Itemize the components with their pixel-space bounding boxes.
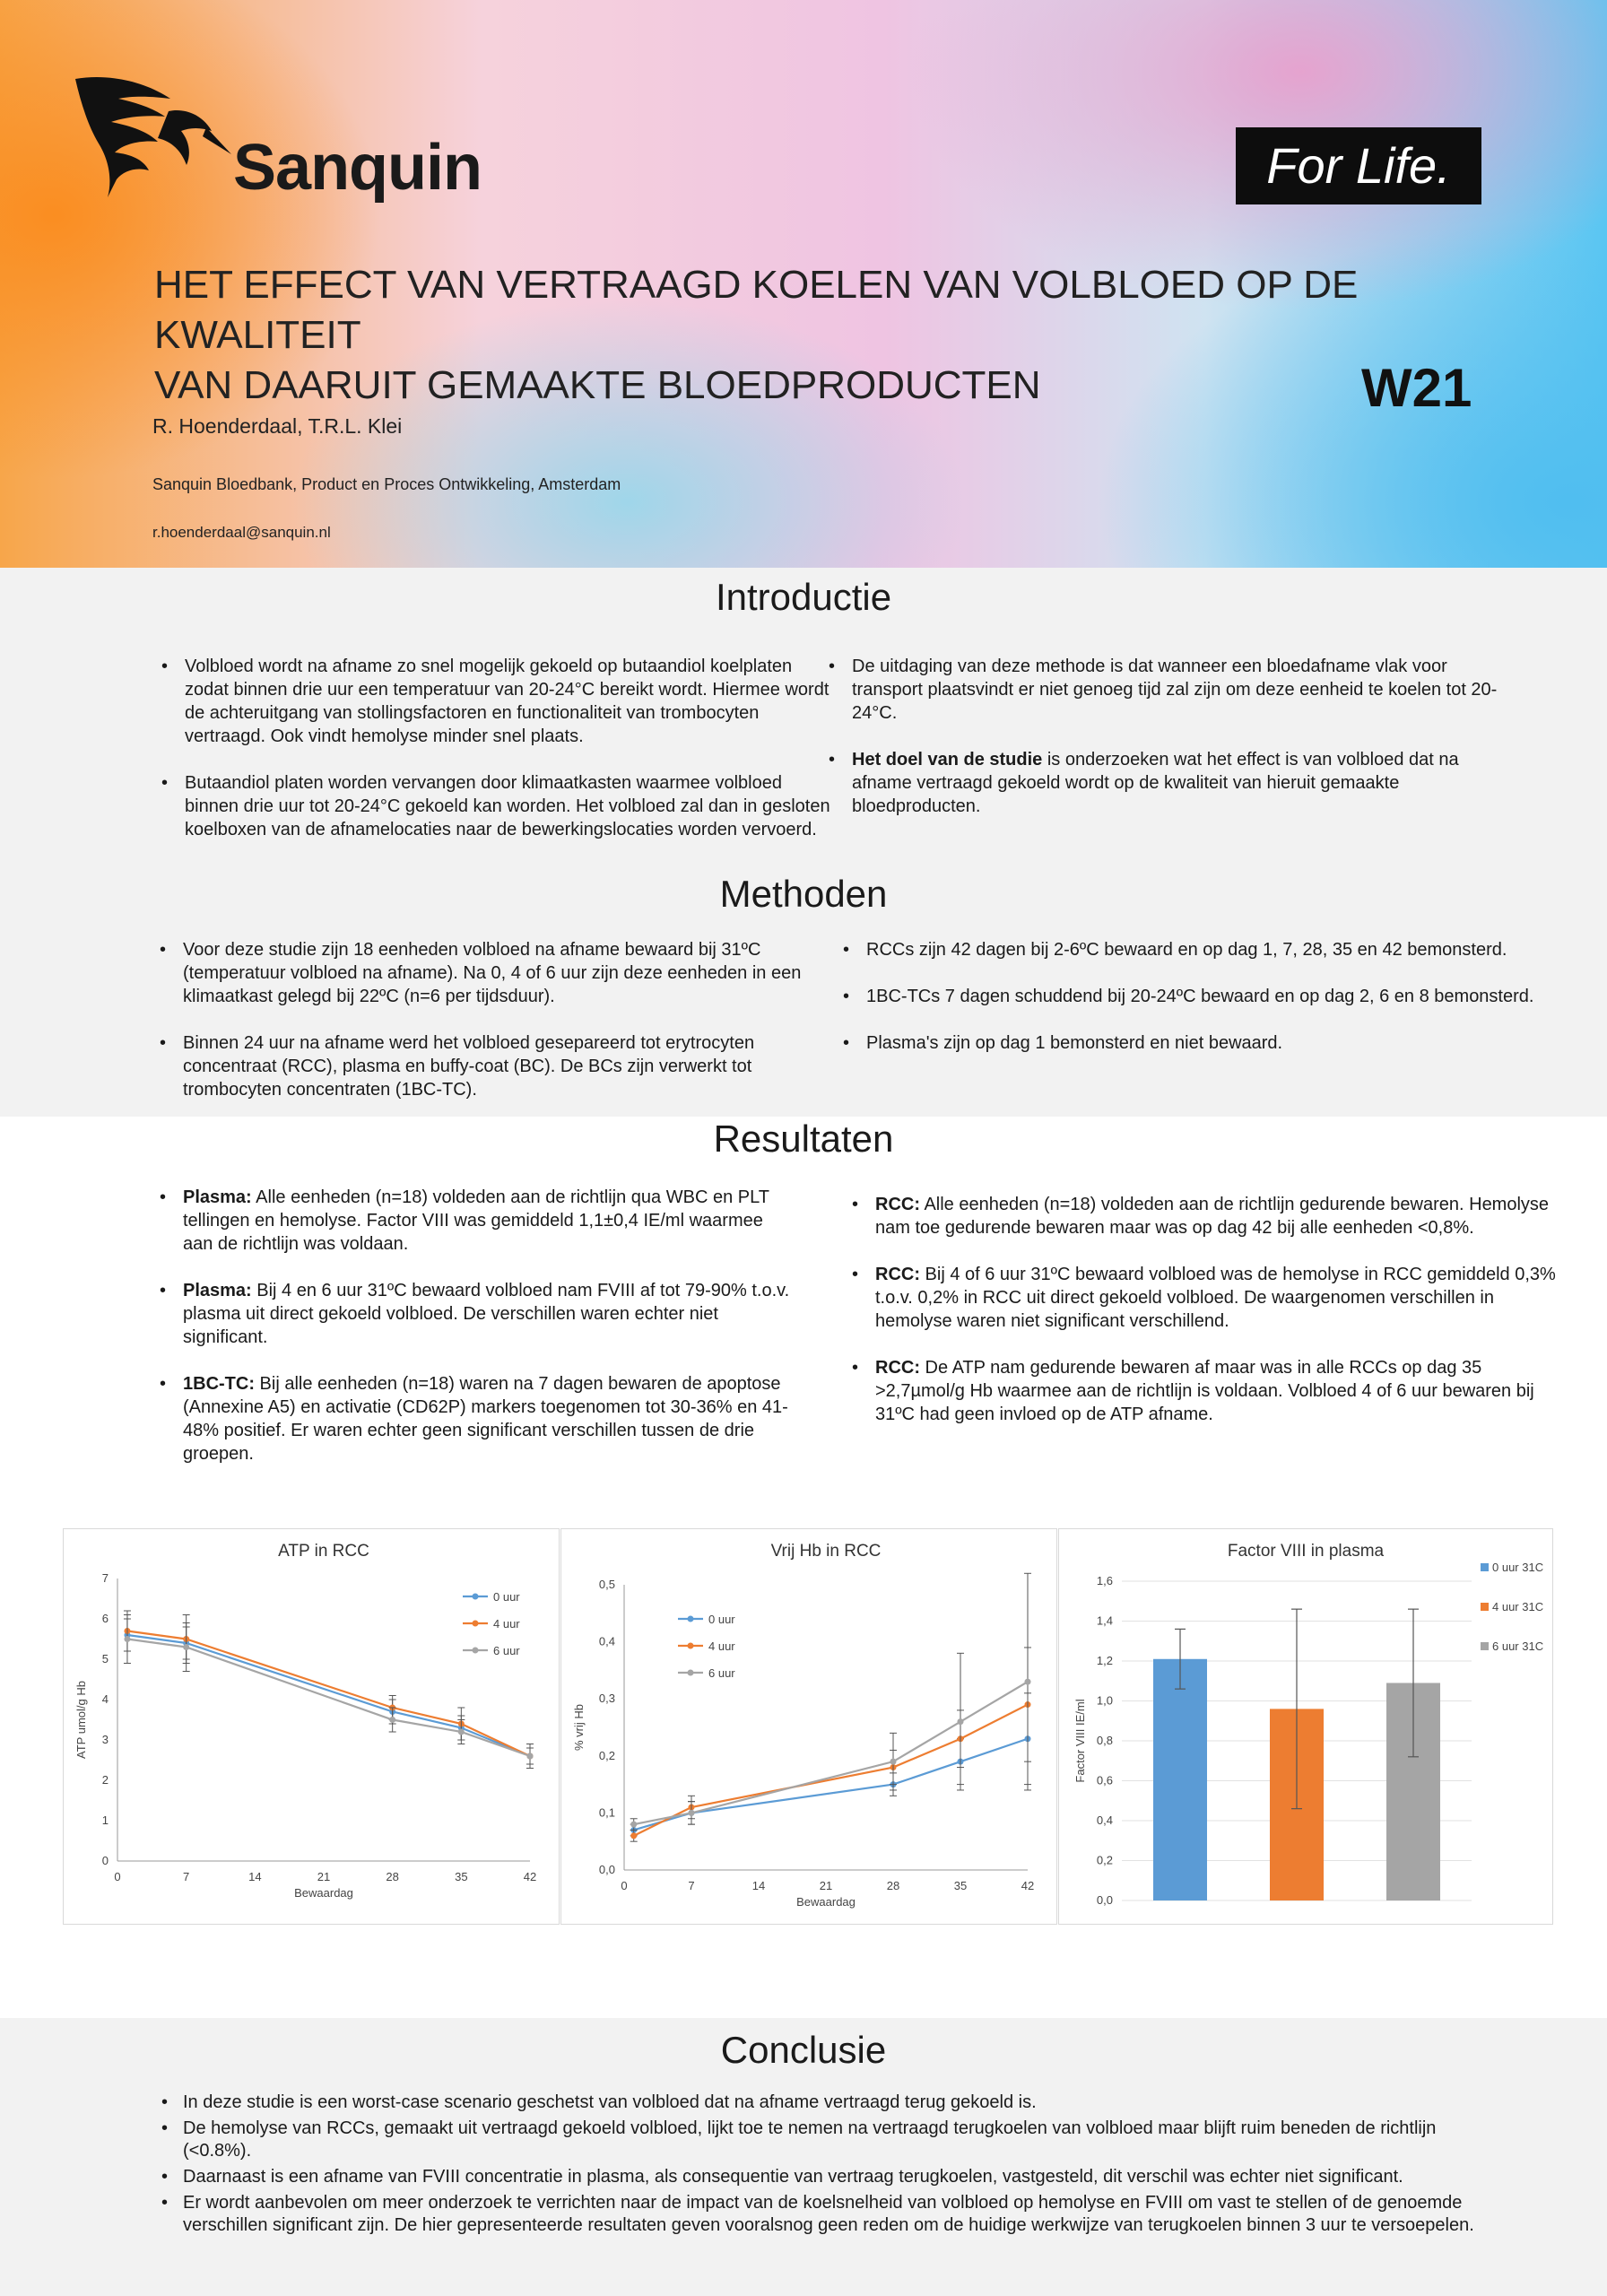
sanquin-logo <box>72 72 484 206</box>
methods-left-list <box>158 938 834 1125</box>
for-life-badge: For Life. <box>1236 127 1481 204</box>
x-tick-label: 42 <box>1021 1879 1035 1892</box>
legend-label: 6 uur 31C <box>1492 1639 1544 1653</box>
poster-code: W21 <box>1361 358 1472 418</box>
data-point <box>389 1717 395 1723</box>
list-item: • Volbloed wordt na afname zo snel mogelijk gekoeld op butaandiol koelplaten zodat binnen drie uur een temperatuur van 20-24°C bereikt wordt. Hiermee wordt de achteruitgang van stollingsfactoren en functionaliteit van trombocyten vertraagd. Ook vindt hemolyse minder snel plaats. <box>185 655 830 748</box>
legend-label: 0 uur <box>493 1590 520 1604</box>
y-tick-label: 4 <box>101 1692 109 1706</box>
results-heading: Resultaten <box>713 1118 894 1160</box>
y-tick-label: 6 <box>101 1612 109 1625</box>
y-tick-label: 1,0 <box>1096 1693 1113 1708</box>
y-tick-label: 0,2 <box>598 1748 615 1762</box>
data-point <box>689 1810 695 1816</box>
bar <box>1153 1659 1207 1900</box>
x-tick-label: 0 <box>621 1879 628 1892</box>
legend-marker <box>688 1643 694 1649</box>
y-tick-label: 0,1 <box>598 1805 615 1820</box>
y-tick-label: 7 <box>101 1571 109 1585</box>
list-item: • RCC: Alle eenheden (n=18) voldeden aan de richtlijn gedurende bewaren. Hemolyse nam toe gedurende bewaren maar was op dag 42 bij alle eenheden <0,8%. <box>875 1193 1557 1239</box>
data-point <box>1025 1679 1031 1685</box>
x-tick-label: 14 <box>751 1879 766 1892</box>
y-tick-label: 2 <box>101 1773 109 1787</box>
legend-label: 0 uur <box>708 1613 735 1626</box>
list-item: • Plasma: Alle eenheden (n=18) voldeden aan de richtlijn qua WBC en PLT tellingen en hemolyse. Factor VIII was gemiddeld 1,1±0,4 IE/ml waarmee aan de richtlijn was voldaan. <box>183 1186 793 1256</box>
legend-marker <box>688 1670 694 1676</box>
data-point <box>458 1729 465 1735</box>
conclusion-heading: Conclusie <box>720 2029 887 2071</box>
pelican-icon <box>72 72 233 206</box>
legend-marker <box>473 1594 479 1600</box>
affiliation: Sanquin Bloedbank, Product en Proces Ontwikkeling, Amsterdam <box>152 475 621 493</box>
list-item: • Het doel van de studie is onderzoeken wat het effect is van volbloed dat na afname vertraagd gekoeld wordt op de kwaliteit van hieruit gemaakte bloedproducten. <box>852 748 1516 818</box>
x-tick-label: 7 <box>183 1870 190 1883</box>
series-line-0 <box>127 1635 530 1756</box>
list-item: • 1BC-TCs 7 dagen schuddend bij 20-24ºC bewaard en op dag 2, 6 en 8 bemonsterd. <box>866 985 1548 1008</box>
email: r.hoenderdaal@sanquin.nl <box>152 524 331 541</box>
legend-label: 0 uur 31C <box>1492 1561 1544 1574</box>
legend-label: 6 uur <box>708 1666 735 1680</box>
data-point <box>958 1718 964 1725</box>
intro-left-list <box>160 655 830 865</box>
legend-label: 4 uur <box>493 1617 520 1631</box>
data-point <box>630 1822 637 1828</box>
list-item: • Plasma's zijn op dag 1 bemonsterd en niet bewaard. <box>866 1031 1548 1055</box>
data-point <box>890 1759 897 1765</box>
authors: R. Hoenderdaal, T.R.L. Klei <box>152 414 403 438</box>
legend-label: 4 uur <box>708 1639 735 1653</box>
legend-marker <box>473 1648 479 1654</box>
list-item: • Binnen 24 uur na afname werd het volbloed gesepareerd tot erytrocyten concentraat (RCC), plasma en buffy-coat (BC). De BCs zijn verwerkt tot trombocyten concentraten (1BC-TC). <box>183 1031 834 1101</box>
y-axis-label: Factor VIII IE/ml <box>1073 1699 1087 1783</box>
y-tick-label: 0,0 <box>1096 1893 1113 1907</box>
list-item: • 1BC-TC: Bij alle eenheden (n=18) waren na 7 dagen bewaren de apoptose (Annexine A5) en activatie (CD62P) markers toegenomen tot 30-36% en 41-48% positief. Er waren echter geen significant verschillen tussen de drie groepen. <box>183 1372 793 1465</box>
y-tick-label: 0,3 <box>598 1692 615 1706</box>
x-tick-label: 28 <box>886 1879 900 1892</box>
list-item: • RCC: De ATP nam gedurende bewaren af maar was in alle RCCs op dag 35 >2,7µmol/g Hb waarmee aan de richtlijn is voldaan. Volbloed 4 of 6 uur bewaren bij 31ºC had geen invloed op de ATP afname. <box>875 1356 1557 1426</box>
intro-heading: Introductie <box>715 576 892 618</box>
y-tick-label: 0,2 <box>1096 1853 1113 1867</box>
y-axis-label: % vrij Hb <box>572 1703 586 1752</box>
y-tick-label: 1 <box>101 1813 109 1827</box>
y-tick-label: 0,0 <box>598 1863 615 1876</box>
methods-heading: Methoden <box>719 873 888 915</box>
x-tick-label: 21 <box>819 1879 833 1892</box>
brand-name: Sanquin <box>233 132 482 204</box>
series-line-1 <box>634 1705 1028 1836</box>
data-point <box>183 1644 189 1650</box>
list-item: • Voor deze studie zijn 18 eenheden volbloed na afname bewaard bij 31ºC (temperatuur volbloed na afname). Na 0, 4 of 6 uur zijn deze eenheden in een klimaatkast gelegd bij 22ºC (n=6 per tijdsduur). <box>183 938 834 1008</box>
x-tick-label: 0 <box>114 1870 121 1883</box>
series-line-2 <box>634 1682 1028 1824</box>
list-item: • RCCs zijn 42 dagen bij 2-6ºC bewaard en op dag 1, 7, 28, 35 en 42 bemonsterd. <box>866 938 1548 961</box>
title-line-2: VAN DAARUIT GEMAAKTE BLOEDPRODUCTEN <box>154 363 1041 407</box>
list-item: • Plasma: Bij 4 en 6 uur 31ºC bewaard volbloed nam FVIII af tot 79-90% t.o.v. plasma uit direct gekoeld volbloed. De verschillen waren echter niet significant. <box>183 1279 793 1349</box>
x-tick-label: 35 <box>455 1870 468 1883</box>
x-axis-label: Bewaardag <box>796 1895 856 1909</box>
chart-title: ATP in RCC <box>278 1542 369 1561</box>
y-tick-label: 0,4 <box>598 1634 615 1648</box>
list-item: • De uitdaging van deze methode is dat wanneer een bloedafname vlak voor transport plaatsvindt er niet genoeg tijd zal zijn om deze eenheid te koelen tot 20-24°C. <box>852 655 1516 725</box>
list-item: • Daarnaast is een afname van FVIII concentratie in plasma, als consequentie van vertraag terugkoelen, vastgesteld, dit verschil was echter niet significant. <box>183 2166 1474 2188</box>
legend-label: 6 uur <box>493 1644 520 1657</box>
list-item: • Er wordt aanbevolen om meer onderzoek te verrichten naar de impact van de koelsnelheid van volbloed op hemolyse en FVIII om vast te stellen of de genoemde verschillen significant zijn. De hier gepresenteerde resultaten geven vooralsnog geen reden om de huidige werkwijze van terugkoelen binnen 3 uur te versoepelen. <box>183 2192 1474 2237</box>
x-tick-label: 21 <box>317 1870 331 1883</box>
title-line-1: HET EFFECT VAN VERTRAAGD KOELEN VAN VOLBLOED OP DE KWALITEIT <box>154 263 1359 357</box>
results-left-list <box>158 1186 793 1489</box>
x-axis-label: Bewaardag <box>294 1886 353 1900</box>
list-item: • RCC: Bij 4 of 6 uur 31ºC bewaard volbloed was de hemolyse in RCC gemiddeld 0,3% t.o.v. 0,2% in RCC uit direct gekoeld volbloed. De waargenomen verschillen in hemolyse waren niet significant verschillend. <box>875 1263 1557 1333</box>
poster-header <box>0 0 1607 568</box>
poster-title <box>154 260 1428 411</box>
chart-factor-viii <box>1059 1529 1552 1924</box>
y-tick-label: 1,6 <box>1096 1574 1113 1587</box>
y-tick-label: 0,5 <box>598 1578 615 1591</box>
y-tick-label: 1,2 <box>1096 1654 1113 1667</box>
legend-swatch <box>1481 1642 1489 1650</box>
legend-swatch <box>1481 1603 1489 1611</box>
list-item: • In deze studie is een worst-case scenario geschetst van volbloed dat na afname vertraagd terug gekoeld is. <box>183 2092 1474 2114</box>
x-tick-label: 42 <box>523 1870 537 1883</box>
series-line-0 <box>634 1739 1028 1831</box>
x-tick-label: 14 <box>248 1870 262 1883</box>
y-tick-label: 0,6 <box>1096 1773 1113 1787</box>
conclusion-list <box>160 2092 1474 2240</box>
y-tick-label: 0,4 <box>1096 1813 1113 1827</box>
data-point <box>630 1832 637 1839</box>
chart-factor-viii-panel <box>1058 1528 1553 1925</box>
data-point <box>527 1753 534 1760</box>
legend-marker <box>688 1616 694 1622</box>
methods-right-list <box>841 938 1548 1078</box>
y-tick-label: 1,4 <box>1096 1613 1113 1628</box>
data-point <box>124 1636 130 1642</box>
y-axis-label: ATP umol/g Hb <box>74 1681 88 1759</box>
emphasis: Het doel van de studie <box>852 750 1043 770</box>
legend-swatch <box>1481 1563 1489 1571</box>
x-tick-label: 28 <box>386 1870 399 1883</box>
chart-atp <box>64 1529 559 1924</box>
x-tick-label: 35 <box>953 1879 968 1892</box>
series-line-2 <box>127 1639 530 1757</box>
y-tick-label: 3 <box>101 1733 109 1746</box>
chart-atp-panel <box>63 1528 560 1925</box>
legend-marker <box>473 1621 479 1627</box>
legend-label: 4 uur 31C <box>1492 1600 1544 1613</box>
chart-title: Vrij Hb in RCC <box>770 1542 882 1561</box>
list-item: • Butaandiol platen worden vervangen door klimaatkasten waarmee volbloed binnen drie uur tot 20-24°C gekoeld kan worden. Het volbloed zal dan in gesloten koelboxen van de afnamelocaties naar de bewerkingslocaties worden vervoerd. <box>185 771 830 841</box>
chart-vrij-hb-panel <box>560 1528 1057 1925</box>
y-tick-label: 0,8 <box>1096 1734 1113 1747</box>
intro-right-list <box>827 655 1516 841</box>
chart-vrij-hb <box>561 1529 1056 1924</box>
x-tick-label: 7 <box>688 1879 695 1892</box>
results-right-list <box>850 1193 1557 1449</box>
y-tick-label: 0 <box>101 1854 109 1867</box>
y-tick-label: 5 <box>101 1652 109 1665</box>
list-item: • De hemolyse van RCCs, gemaakt uit vertraagd gekoeld volbloed, lijkt toe te nemen na vertraagd terugkoelen van volbloed maar blijft ruim beneden de richtlijn (<0.8%). <box>183 2118 1474 2162</box>
chart-title: Factor VIII in plasma <box>1227 1542 1385 1561</box>
